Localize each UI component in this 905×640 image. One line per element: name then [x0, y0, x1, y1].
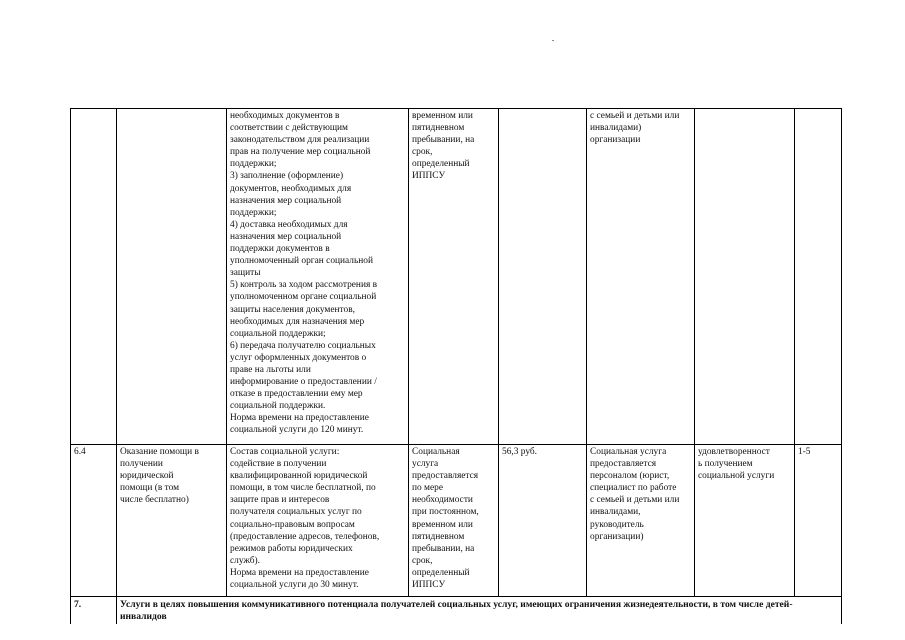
cell-rating: 1-5	[795, 445, 842, 597]
cell-number	[71, 109, 117, 445]
cell-service-description: Состав социальной услуги: содействие в получении квалифицированной юридической помощи, в том числе бесплатной, по защите прав и интересов получателя социальных услуг по социально-правовым вопросам (предоставление адресов, телефонов, режимов работы юридических служб). Норма времени на предоставление социальной услуги до 30 минут.	[227, 445, 409, 597]
cell-price: 56,3 руб.	[499, 445, 587, 597]
cell-service-name	[117, 109, 227, 445]
cell-quality: удовлетворенност ь получением социальной услуги	[695, 445, 795, 597]
cell-service-description: необходимых документов в соответствии с действующим законодательством для реализации прав на получение мер социальной поддержки; 3) заполнение (оформление) документов, необходимых для назначения мер социальной поддержки; 4) доставка необходимых для назначения мер социальной поддержки документов в уполномоченный орган социальной защиты 5) контроль за ходом рассмотрения в уполномоченном органе социальной защиты населения документов, необходимых для назначения мер социальной поддержки; 6) передача получателю социальных услуг оформленных документов о праве на льготы или информирование о предоставлении / отказе в предоставлении ему мер социальной поддержки. Норма времени на предоставление социальной услуги до 120 минут.	[227, 109, 409, 445]
cell-price	[499, 109, 587, 445]
section-number: 7.	[71, 597, 117, 625]
table-row	[71, 109, 842, 445]
cell-provision-terms: Социальная услуга предоставляется по мере необходимости при постоянном, временном или пятидневном пребывании, на срок, определенный ИППСУ	[409, 445, 499, 597]
section-title: Услуги в целях повышения коммуникативного потенциала получателей социальных услуг, имеющих ограничения жизнедеятельности, в том числе детей-инвалидов	[117, 597, 842, 625]
services-table	[70, 108, 842, 624]
cell-provider: Социальная услуга предоставляется персоналом (юрист, специалист по работе с семьей и детьми или инвалидами, руководитель организации)	[587, 445, 695, 597]
cell-service-name: Оказание помощи в получении юридической помощи (в том числе бесплатно)	[117, 445, 227, 597]
cell-number: 6.4	[71, 445, 117, 597]
cell-quality	[695, 109, 795, 445]
section-row	[71, 597, 842, 625]
scan-speck	[552, 40, 554, 41]
cell-rating	[795, 109, 842, 445]
cell-provision-terms: временном или пятидневном пребывании, на срок, определенный ИППСУ	[409, 109, 499, 445]
table-row	[71, 445, 842, 597]
cell-provider: с семьей и детьми или инвалидами) организации	[587, 109, 695, 445]
